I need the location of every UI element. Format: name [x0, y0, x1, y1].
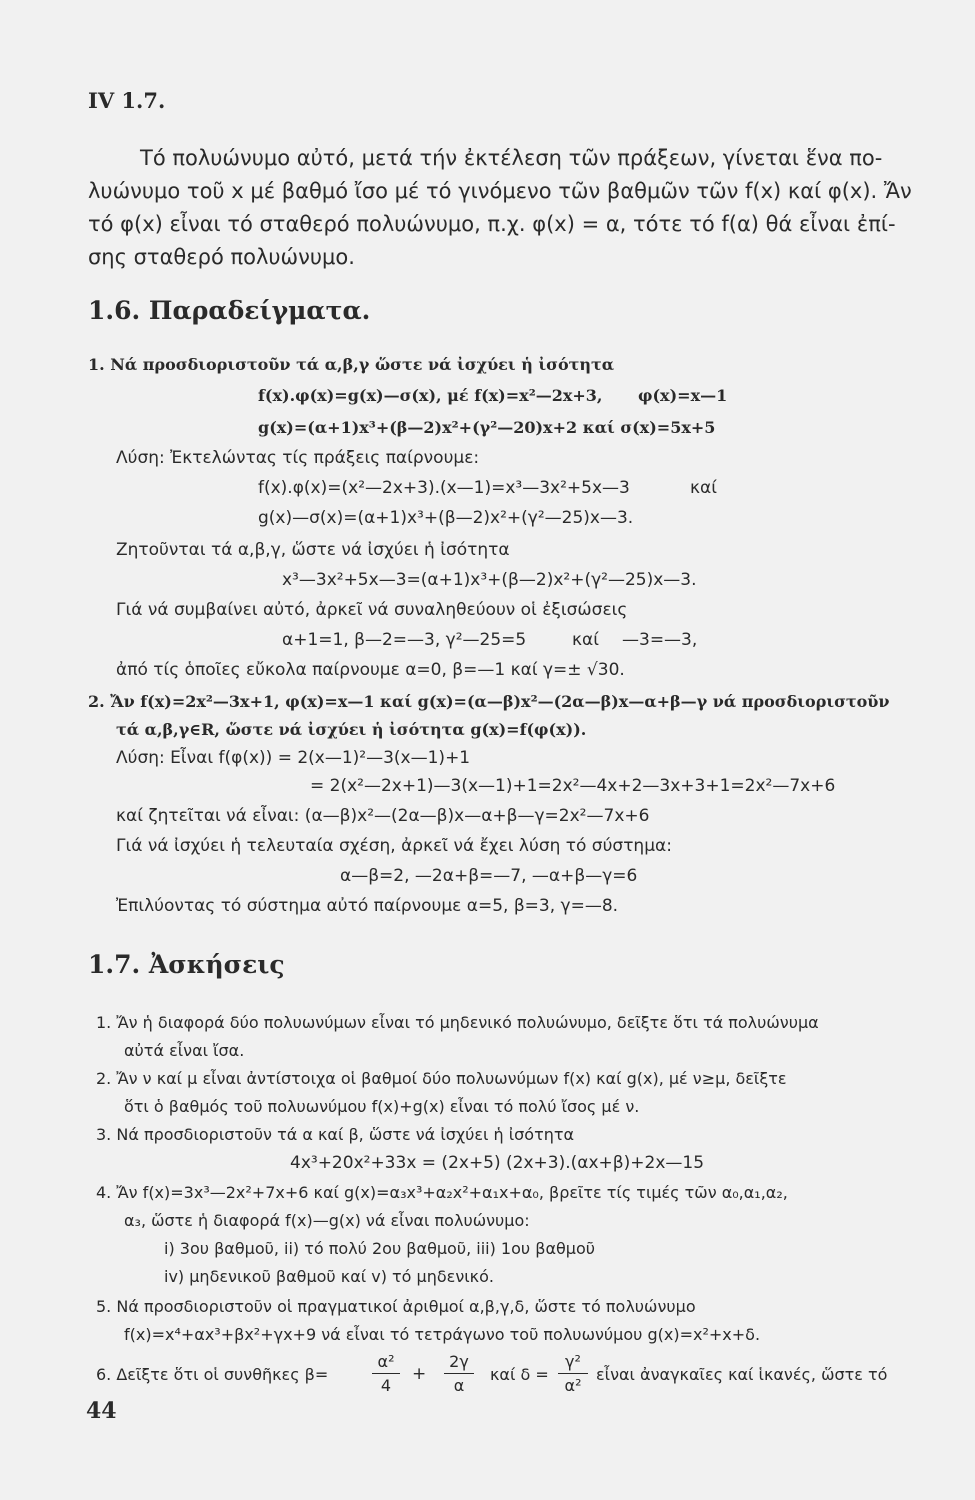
exercise-4-line-3: i) 3ου βαθμοῦ, ii) τό πολύ 2ου βαθμοῦ, iii) 1ου βαθμοῦ [164, 1239, 595, 1258]
example-1-solution-intro: Λύση: Ἐκτελώντας τίς πράξεις παίρνουμε: [116, 448, 480, 468]
example-1-eq1b: φ(x)=x—1 [638, 386, 728, 405]
exercise-1-line-1: 1. Ἄν ἡ διαφορά δύο πολυωνύμων εἶναι τό μηδενικό πολυώνυμο, δεῖξτε ὅτι τά πολυώνυμα [96, 1013, 819, 1032]
example-2-solution-4: Γιά νά ἰσχύει ἡ τελευταία σχέση, ἀρκεῖ νά ἔχει λύση τό σύστημα: [116, 836, 672, 856]
example-2-statement-1: 2. Ἄν f(x)=2x²—3x+1, φ(x)=x—1 καί g(x)=(α—β)x²—(2α—β)x—α+β—γ νά προσδιοριστοῦν [88, 692, 890, 711]
section-reference: IV 1.7. [88, 88, 166, 113]
fraction-1-bar [372, 1373, 400, 1374]
exercise-3-line-1: 3. Νά προσδιοριστοῦν τά α καί β, ὥστε νά ἰσχύει ἡ ἰσότητα [96, 1125, 575, 1144]
example-2-solution-5: α—β=2, —2α+β=—7, —α+β—γ=6 [340, 866, 638, 886]
example-1-sought: Ζητοῦνται τά α,β,γ, ὥστε νά ἰσχύει ἡ ἰσότητα [116, 540, 510, 560]
example-1-system-last: —3=—3, [622, 630, 698, 650]
fraction-2-numerator: 2γ [449, 1352, 469, 1371]
example-2-solution-1: Λύση: Εἶναι f(φ(x)) = 2(x—1)²—3(x—1)+1 [116, 748, 471, 768]
example-1-line-1-and: καί [690, 478, 717, 498]
exercise-4-line-4: iv) μηδενικοῦ βαθμοῦ καί v) τό μηδενικό. [164, 1267, 494, 1286]
section-heading-exercises: 1.7. Ἀσκήσεις [88, 950, 285, 979]
exercise-6-lead: 6. Δεῖξτε ὅτι οἱ συνθῆκες β= [96, 1365, 329, 1384]
exercise-2-line-1: 2. Ἄν ν καί μ εἶναι ἀντίστοιχα οἱ βαθμοί δύο πολυωνύμων f(x) καί g(x), μέ ν≥μ, δεῖξτε [96, 1069, 787, 1088]
exercise-5-line-2: f(x)=x⁴+αx³+βx²+γx+9 νά εἶναι τό τετράγωνο τοῦ πολυωνύμου g(x)=x²+x+δ. [124, 1325, 761, 1344]
example-2-solution-2: = 2(x²—2x+1)—3(x—1)+1=2x²—4x+2—3x+3+1=2x²—7x+6 [310, 776, 836, 796]
intro-line-2: λυώνυμο τοῦ x μέ βαθμό ἴσο μέ τό γινόμενο τῶν βαθμῶν τῶν f(x) καί φ(x). Ἄν [88, 179, 912, 203]
exercise-5-line-1: 5. Νά προσδιοριστοῦν οἱ πραγματικοί ἀριθμοί α,β,γ,δ, ὥστε τό πολυώνυμο [96, 1297, 696, 1316]
example-1-suffices: Γιά νά συμβαίνει αὐτό, ἀρκεῖ νά συναληθεύουν οἱ ἐξισώσεις [116, 600, 628, 620]
fraction-1-denominator: 4 [380, 1376, 392, 1395]
exercise-6-plus: + [412, 1364, 427, 1384]
fraction-2-bar [444, 1373, 474, 1374]
intro-line-1: Τό πολυώνυμο αὐτό, μετά τήν ἐκτέλεση τῶν πράξεων, γίνεται ἕνα πο- [140, 146, 883, 170]
example-2-solution-3: καί ζητεῖται νά εἶναι: (α—β)x²—(2α—β)x—α+β—γ=2x²—7x+6 [116, 806, 650, 826]
exercise-3-line-2: 4x³+20x²+33x = (2x+5) (2x+3).(αx+β)+2x—15 [290, 1153, 705, 1173]
exercise-6-fraction-3 [558, 1352, 588, 1395]
example-1-statement: 1. Νά προσδιοριστοῦν τά α,β,γ ὥστε νά ἰσχύει ἡ ἰσότητα [88, 355, 615, 374]
example-1-system-and: καί [572, 630, 599, 650]
fraction-2-denominator: α [453, 1376, 465, 1395]
example-1-line-2: g(x)—σ(x)=(α+1)x³+(β—2)x²+(γ²—25)x—3. [258, 508, 634, 528]
example-1-eq1: f(x).φ(x)=g(x)—σ(x), μέ f(x)=x²—2x+3, [258, 386, 603, 405]
intro-line-3: τό φ(x) εἶναι τό σταθερό πολυώνυμο, π.χ. φ(x) = α, τότε τό f(α) θά εἶναι ἐπί- [88, 212, 896, 236]
example-1-result: ἀπό τίς ὁποῖες εὔκολα παίρνουμε α=0, β=—1 καί γ=± √30. [116, 660, 625, 680]
fraction-3-bar [558, 1373, 588, 1374]
exercise-6-tail: εἶναι ἀναγκαῖες καί ἱκανές, ὥστε τό [596, 1365, 888, 1384]
exercise-1-line-2: αὐτά εἶναι ἴσα. [124, 1041, 245, 1060]
example-2-statement-2: τά α,β,γ∈R, ὥστε νά ἰσχύει ἡ ἰσότητα g(x)=f(φ(x)). [116, 720, 587, 739]
example-1-line-1: f(x).φ(x)=(x²—2x+3).(x—1)=x³—3x²+5x—3 [258, 478, 630, 498]
exercise-4-line-1: 4. Ἄν f(x)=3x³—2x²+7x+6 καί g(x)=α₃x³+α₂x²+α₁x+α₀, βρεῖτε τίς τιμές τῶν α₀,α₁,α₂, [96, 1183, 788, 1202]
fraction-1-numerator: α² [377, 1352, 395, 1371]
exercise-6-mid: καί δ = [490, 1365, 549, 1384]
example-1-eq2: g(x)=(α+1)x³+(β—2)x²+(γ²—20)x+2 καί σ(x)=5x+5 [258, 418, 716, 437]
intro-line-4: σης σταθερό πολυώνυμο. [88, 245, 355, 269]
exercise-2-line-2: ὅτι ὁ βαθμός τοῦ πολυωνύμου f(x)+g(x) εἶναι τό πολύ ἴσος μέ ν. [124, 1097, 640, 1116]
page-number: 44 [86, 1398, 117, 1424]
exercise-4-line-2: α₃, ὥστε ἡ διαφορά f(x)—g(x) νά εἶναι πολυώνυμο: [124, 1211, 530, 1230]
fraction-3-numerator: γ² [565, 1352, 581, 1371]
exercise-6-fraction-1 [372, 1352, 400, 1395]
example-2-solution-6: Ἐπιλύοντας τό σύστημα αὐτό παίρνουμε α=5, β=3, γ=—8. [116, 896, 619, 916]
example-1-system: α+1=1, β—2=—3, γ²—25=5 [282, 630, 527, 650]
section-heading-examples: 1.6. Παραδείγματα. [88, 296, 371, 325]
fraction-3-denominator: α² [564, 1376, 582, 1395]
example-1-line-3: x³—3x²+5x—3=(α+1)x³+(β—2)x²+(γ²—25)x—3. [282, 570, 697, 590]
exercise-6-fraction-2 [444, 1352, 474, 1395]
